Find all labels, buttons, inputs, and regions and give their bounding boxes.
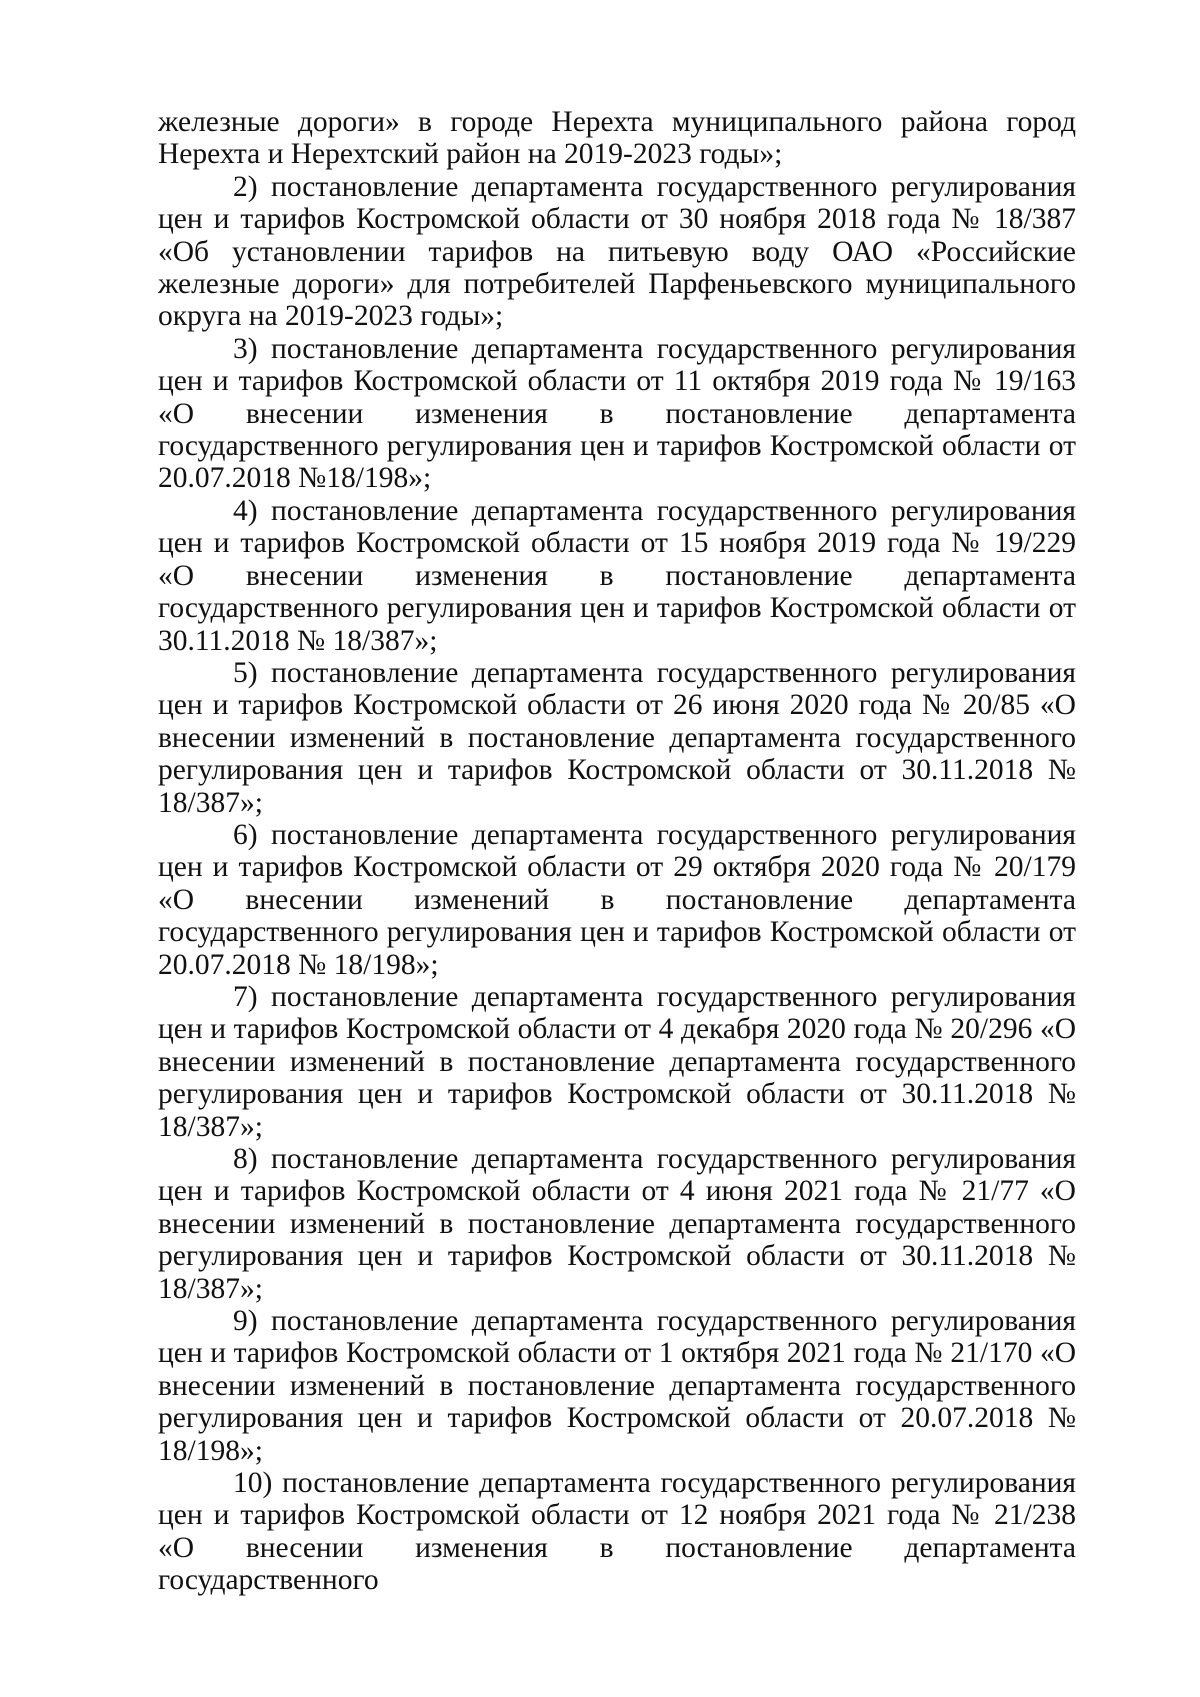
list-item-5: 5) постановление департамента государственного регулирования цен и тарифов Костромской области от 26 июня 2020 года № 20/85 «О внесении изменений в постановление департамента государственного регулирования цен и тарифов Костромской области от 30.11.2018 № 18/387»; (158, 656, 1076, 819)
list-item-9: 9) постановление департамента государственного регулирования цен и тарифов Костромской области от 1 октября 2021 года № 21/170 «О внесении изменений в постановление департамента государственного регулирования цен и тарифов Костромской области от 20.07.2018 № 18/198»; (158, 1305, 1076, 1467)
list-item-2: 2) постановление департамента государственного регулирования цен и тарифов Костромской области от 30 ноября 2018 года № 18/387 «Об установлении тарифов на питьевую воду ОАО «Российские железные дороги» для потребителей Парфеньевского муниципального округа на 2019-2023 годы»; (158, 170, 1076, 333)
list-item-4: 4) постановление департамента государственного регулирования цен и тарифов Костромской области от 15 ноября 2019 года № 19/229 «О внесении изменения в постановление департамента государственного регулирования цен и тарифов Костромской области от 30.11.2018 № 18/387»; (158, 494, 1076, 657)
continuation-paragraph: железные дороги» в городе Нерехта муниципального района город Нерехта и Нерехтский район на 2019-2023 годы»; (158, 106, 1076, 171)
list-item-3: 3) постановление департамента государственного регулирования цен и тарифов Костромской области от 11 октября 2019 года № 19/163 «О внесении изменения в постановление департамента государственного регулирования цен и тарифов Костромской области от 20.07.2018 №18/198»; (158, 332, 1076, 495)
list-item-7: 7) постановление департамента государственного регулирования цен и тарифов Костромской области от 4 декабря 2020 года № 20/296 «О внесении изменений в постановление департамента государственного регулирования цен и тарифов Костромской области от 30.11.2018 № 18/387»; (158, 980, 1076, 1143)
document-page (158, 106, 1076, 1597)
list-item-10: 10) постановление департамента государственного регулирования цен и тарифов Костромской области от 12 ноября 2021 года № 21/238 «О внесении изменения в постановление департамента государственного (158, 1467, 1076, 1597)
list-item-6: 6) постановление департамента государственного регулирования цен и тарифов Костромской области от 29 октября 2020 года № 20/179 «О внесении изменений в постановление департамента государственного регулирования цен и тарифов Костромской области от 20.07.2018 № 18/198»; (158, 818, 1076, 981)
list-item-8: 8) постановление департамента государственного регулирования цен и тарифов Костромской области от 4 июня 2021 года № 21/77 «О внесении изменений в постановление департамента государственного регулирования цен и тарифов Костромской области от 30.11.2018 № 18/387»; (158, 1143, 1076, 1305)
